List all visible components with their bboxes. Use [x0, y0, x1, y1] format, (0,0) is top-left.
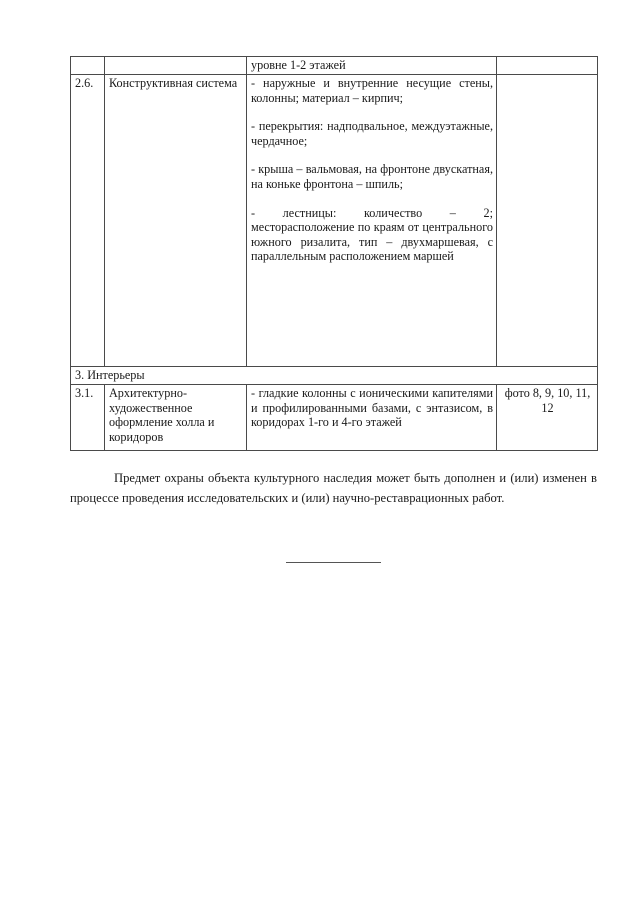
description-paragraph: - лестницы: количество – 2; месторасположение по краям от центрального южного ризалита, тип – двухмаршевая, с параллельным расположением маршей [251, 205, 493, 264]
section-heading: 3. Интерьеры [71, 367, 598, 385]
closing-rule [286, 562, 381, 563]
element-name: Архитектурно-художественное оформление холла и коридоров [105, 385, 247, 451]
description-paragraph: - крыша – вальмовая, на фронтоне двускатная, на коньке фронтона – шпиль; [251, 162, 493, 191]
table-cell [105, 57, 247, 75]
table-row [71, 367, 598, 385]
table-cell [247, 57, 497, 75]
row-number: 3.1. [71, 385, 105, 451]
table-cell [497, 75, 598, 367]
protection-subject-table [70, 56, 598, 451]
cell-text: уровне 1-2 этажей [251, 58, 346, 72]
element-name: Конструктивная система [105, 75, 247, 367]
description-paragraph: - наружные и внутренние несущие стены, колонны; материал – кирпич; [251, 76, 493, 105]
element-description: - гладкие колонны с ионическими капителями и профилированными базами, с энтазисом, в коридорах 1-го и 4-го этажей [247, 385, 497, 451]
closing-note: Предмет охраны объекта культурного наследия может быть дополнен и (или) изменен в процессе проведения исследовательских и (или) научно-реставрационных работ. [70, 471, 597, 505]
element-description [247, 75, 497, 367]
table-row [71, 57, 598, 75]
table-cell [71, 57, 105, 75]
description-paragraph: - перекрытия: надподвальное, междуэтажные, чердачное; [251, 119, 493, 148]
table-row [71, 385, 598, 451]
table-row [71, 75, 598, 367]
row-number: 2.6. [71, 75, 105, 367]
table-cell [497, 57, 598, 75]
photo-references: фото 8, 9, 10, 11, 12 [497, 385, 598, 451]
